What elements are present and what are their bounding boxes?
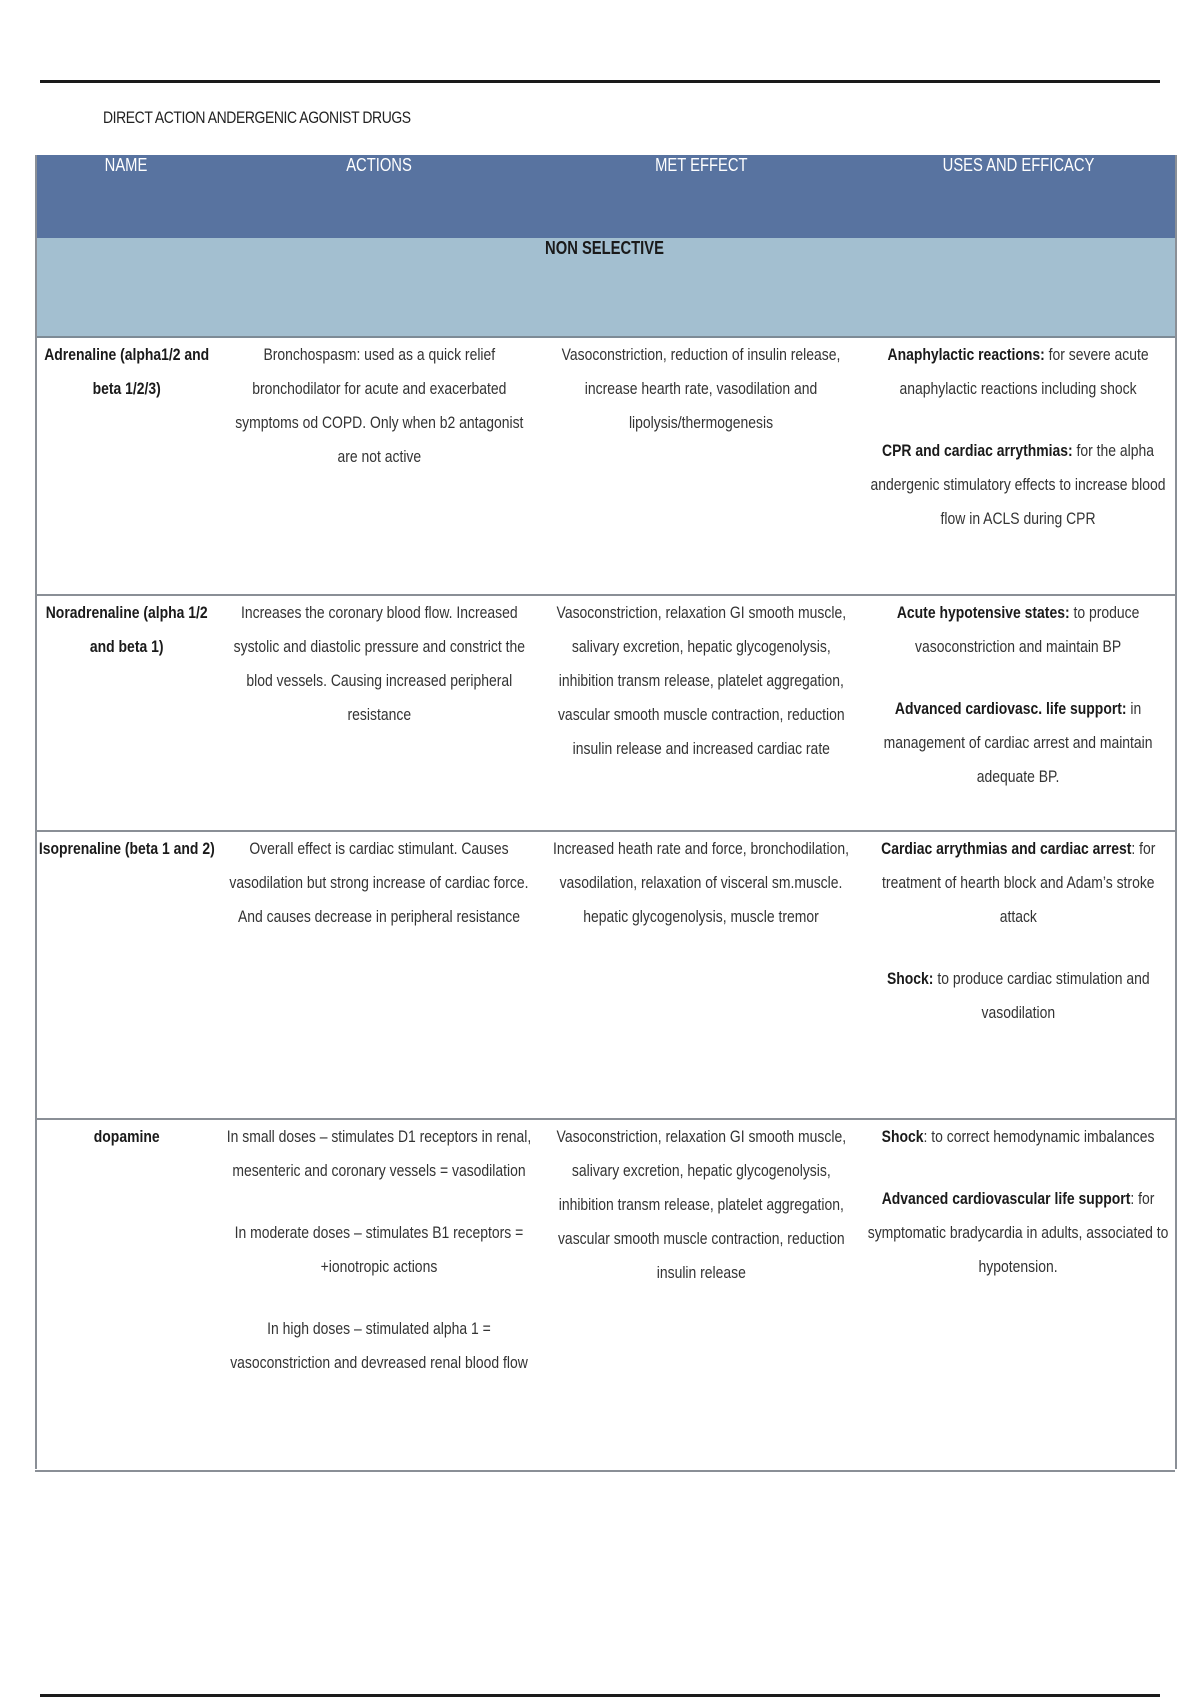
- drug-uses: Acute hypotensive states: to produce vasoconstriction and maintain BP Advanced cardiovasc. life support: in management of cardiac arrest and maintain adequate BP.: [862, 595, 1175, 831]
- section-row: [35, 238, 1175, 337]
- drug-name: Adrenaline (alpha1/2 and beta 1/2/3): [35, 337, 218, 595]
- top-rule: [40, 80, 1160, 83]
- drug-name: Isoprenaline (beta 1 and 2): [35, 831, 218, 1119]
- header-met-effect: MET EFFECT: [540, 155, 862, 238]
- drug-met-effect: Vasoconstriction, relaxation GI smooth muscle, salivary excretion, hepatic glycogenolysis, inhibition transm release, platelet aggregation, vascular smooth muscle contraction, reduction insulin release: [540, 1119, 862, 1471]
- table-row: [35, 595, 1175, 831]
- drug-uses: Cardiac arrythmias and cardiac arrest: for treatment of hearth block and Adam’s stroke attack Shock: to produce cardiac stimulation and vasodilation: [862, 831, 1175, 1119]
- drug-actions: In small doses – stimulates D1 receptors in renal, mesenteric and coronary vessels = vasodilation In moderate doses – stimulates B1 receptors = +ionotropic actions In high doses – stimulated alpha 1 = vasoconstriction and devreased renal blood flow: [218, 1119, 540, 1471]
- table-row: [35, 337, 1175, 595]
- table-row: [35, 831, 1175, 1119]
- drug-met-effect: Vasoconstriction, reduction of insulin release, increase hearth rate, vasodilation and lipolysis/thermogenesis: [540, 337, 862, 595]
- section-label: NON SELECTIVE: [35, 238, 1175, 337]
- header-actions: ACTIONS: [218, 155, 540, 238]
- drug-actions: Bronchospasm: used as a quick relief bronchodilator for acute and exacerbated symptoms od COPD. Only when b2 antagonist are not active: [218, 337, 540, 595]
- drug-uses: Anaphylactic reactions: for severe acute anaphylactic reactions including shock CPR and cardiac arrythmias: for the alpha andergenic stimulatory effects to increase blood flow in ACLS during CPR: [862, 337, 1175, 595]
- drug-name: dopamine: [35, 1119, 218, 1471]
- drug-uses: Shock: to correct hemodynamic imbalances Advanced cardiovascular life support: for symptomatic bradycardia in adults, associated to hypotension.: [862, 1119, 1175, 1471]
- drug-met-effect: Vasoconstriction, relaxation GI smooth muscle, salivary excretion, hepatic glycogenolysis, inhibition transm release, platelet aggregation, vascular smooth muscle contraction, reduction insulin release and increased cardiac rate: [540, 595, 862, 831]
- table-row: [35, 1119, 1175, 1471]
- header-name: NAME: [35, 155, 218, 238]
- drug-table: [35, 155, 1175, 1472]
- drug-actions: Increases the coronary blood flow. Increased systolic and diastolic pressure and constrict the blod vessels. Causing increased peripheral resistance: [218, 595, 540, 831]
- drug-name: Noradrenaline (alpha 1/2 and beta 1): [35, 595, 218, 831]
- bottom-rule: [40, 1694, 1160, 1697]
- drug-actions: Overall effect is cardiac stimulant. Causes vasodilation but strong increase of cardiac force. And causes decrease in peripheral resistance: [218, 831, 540, 1119]
- table-header-row: [35, 155, 1175, 238]
- document-title: DIRECT ACTION ANDERGENIC AGONIST DRUGS: [103, 108, 411, 127]
- drug-met-effect: Increased heath rate and force, bronchodilation, vasodilation, relaxation of visceral sm.muscle. hepatic glycogenolysis, muscle tremor: [540, 831, 862, 1119]
- header-uses: USES AND EFFICACY: [862, 155, 1175, 238]
